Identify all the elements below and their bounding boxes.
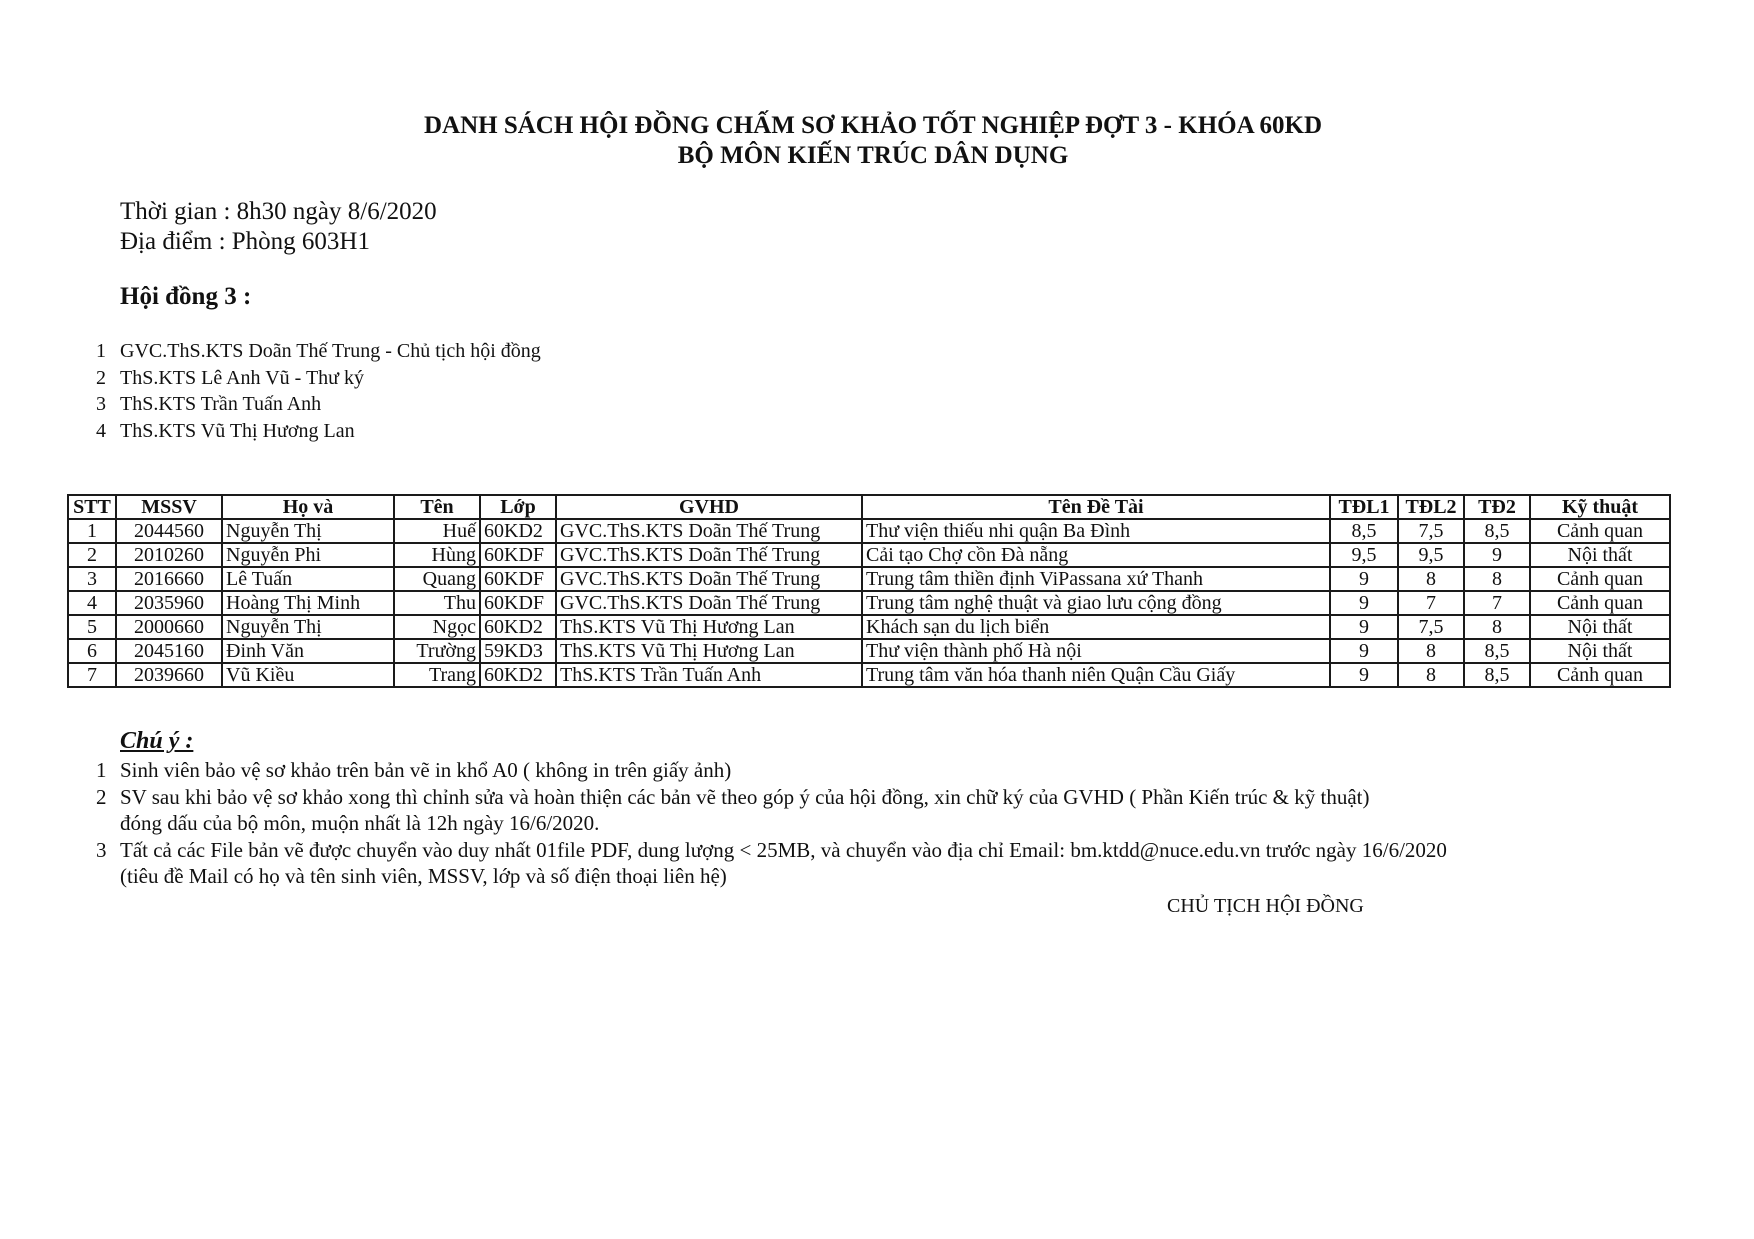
note-continuation: (tiêu đề Mail có họ và tên sinh viên, MSSV, lớp và số điện thoại liên hệ) (120, 864, 727, 888)
note-item (96, 837, 1447, 864)
col-header-surname: Họ và (222, 495, 394, 519)
cell-surname: Đinh Văn (222, 639, 394, 663)
cell-advisor: ThS.KTS Trần Tuấn Anh (556, 663, 862, 687)
cell-tdl2: 8 (1398, 567, 1464, 591)
cell-tdl1: 9,5 (1330, 543, 1398, 567)
cell-name: Huế (394, 519, 480, 543)
member-name: ThS.KTS Trần Tuấn Anh (120, 393, 322, 415)
table-row (68, 639, 1670, 663)
cell-class: 60KD2 (480, 663, 556, 687)
cell-tdl1: 9 (1330, 591, 1398, 615)
cell-tdl1: 9 (1330, 567, 1398, 591)
cell-advisor: GVC.ThS.KTS Doãn Thế Trung (556, 543, 862, 567)
cell-name: Ngọc (394, 615, 480, 639)
cell-name: Quang (394, 567, 480, 591)
cell-topic: Thư viện thành phố Hà nội (862, 639, 1330, 663)
cell-mssv: 2010260 (116, 543, 222, 567)
cell-tdl2: 8 (1398, 639, 1464, 663)
council-member (96, 418, 541, 445)
cell-stt: 6 (68, 639, 116, 663)
cell-topic: Cải tạo Chợ cồn Đà nẵng (862, 543, 1330, 567)
cell-class: 60KDF (480, 543, 556, 567)
col-header-mssv: MSSV (116, 495, 222, 519)
cell-surname: Nguyễn Phi (222, 543, 394, 567)
cell-td2: 9 (1464, 543, 1530, 567)
table-row (68, 615, 1670, 639)
cell-technical: Nội thất (1530, 615, 1670, 639)
col-header-td2: TĐ2 (1464, 495, 1530, 519)
note-continuation: đóng dấu của bộ môn, muộn nhất là 12h ngày 16/6/2020. (120, 811, 600, 835)
cell-class: 60KDF (480, 567, 556, 591)
note-number: 3 (96, 837, 107, 862)
cell-tdl2: 9,5 (1398, 543, 1464, 567)
cell-name: Thu (394, 591, 480, 615)
cell-stt: 7 (68, 663, 116, 687)
cell-surname: Hoàng Thị Minh (222, 591, 394, 615)
table-row (68, 567, 1670, 591)
member-number: 1 (96, 340, 106, 362)
cell-td2: 8 (1464, 615, 1530, 639)
cell-tdl1: 9 (1330, 663, 1398, 687)
note-number: 2 (96, 784, 107, 809)
document-subtitle (0, 141, 1754, 171)
col-header-advisor: GVHD (556, 495, 862, 519)
note-text: Sinh viên bảo vệ sơ khảo trên bản vẽ in khổ A0 ( không in trên giấy ảnh) (120, 758, 732, 782)
council-heading: Hội đồng 3 : (120, 283, 252, 310)
table-row (68, 591, 1670, 615)
cell-advisor: GVC.ThS.KTS Doãn Thế Trung (556, 591, 862, 615)
cell-class: 60KD2 (480, 615, 556, 639)
cell-advisor: ThS.KTS Vũ Thị Hương Lan (556, 615, 862, 639)
cell-mssv: 2016660 (116, 567, 222, 591)
notes-list (96, 757, 1447, 890)
cell-td2: 8 (1464, 567, 1530, 591)
cell-tdl1: 8,5 (1330, 519, 1398, 543)
table-row (68, 663, 1670, 687)
cell-class: 59KD3 (480, 639, 556, 663)
cell-mssv: 2000660 (116, 615, 222, 639)
col-header-tdl1: TĐL1 (1330, 495, 1398, 519)
col-header-stt: STT (68, 495, 116, 519)
note-text: SV sau khi bảo vệ sơ khảo xong thì chỉnh sửa và hoàn thiện các bản vẽ theo góp ý của hội đồng, xin chữ ký của GVHD ( Phần Kiến trúc & kỹ thuật) (120, 784, 1370, 809)
member-number: 4 (96, 419, 106, 442)
cell-technical: Cảnh quan (1530, 519, 1670, 543)
note-item (96, 784, 1447, 811)
cell-mssv: 2044560 (116, 519, 222, 543)
meeting-place: Địa điểm : Phòng 603H1 (120, 228, 370, 255)
cell-class: 60KD2 (480, 519, 556, 543)
meeting-time: Thời gian : 8h30 ngày 8/6/2020 (120, 198, 437, 225)
cell-technical: Cảnh quan (1530, 591, 1670, 615)
member-name: ThS.KTS Vũ Thị Hương Lan (120, 419, 355, 442)
title-line-2: BỘ MÔN KIẾN TRÚC DÂN DỤNG (677, 142, 1069, 169)
cell-mssv: 2045160 (116, 639, 222, 663)
cell-advisor: GVC.ThS.KTS Doãn Thế Trung (556, 519, 862, 543)
cell-mssv: 2035960 (116, 591, 222, 615)
cell-surname: Nguyễn Thị (222, 519, 394, 543)
cell-stt: 4 (68, 591, 116, 615)
cell-topic: Khách sạn du lịch biển (862, 615, 1330, 639)
cell-surname: Vũ Kiều (222, 663, 394, 687)
cell-surname: Lê Tuấn (222, 567, 394, 591)
cell-topic: Trung tâm thiền định ViPassana xứ Thanh (862, 567, 1330, 591)
member-number: 3 (96, 393, 106, 415)
col-header-name: Tên (394, 495, 480, 519)
col-header-technical: Kỹ thuật (1530, 495, 1670, 519)
note-item (96, 757, 1447, 784)
cell-td2: 8,5 (1464, 663, 1530, 687)
cell-technical: Cảnh quan (1530, 567, 1670, 591)
cell-technical: Nội thất (1530, 543, 1670, 567)
cell-technical: Cảnh quan (1530, 663, 1670, 687)
document-title (0, 111, 1754, 141)
council-member (96, 365, 541, 392)
cell-class: 60KDF (480, 591, 556, 615)
table-row (68, 519, 1670, 543)
note-number: 1 (96, 758, 107, 782)
student-grades-table (67, 494, 1671, 688)
cell-tdl2: 7 (1398, 591, 1464, 615)
cell-name: Trường (394, 639, 480, 663)
council-member (96, 338, 541, 365)
col-header-tdl2: TĐL2 (1398, 495, 1464, 519)
notes-heading: Chú ý : (120, 728, 194, 754)
cell-name: Trang (394, 663, 480, 687)
cell-tdl2: 7,5 (1398, 615, 1464, 639)
cell-mssv: 2039660 (116, 663, 222, 687)
note-text: Tất cả các File bản vẽ được chuyển vào duy nhất 01file PDF, dung lượng < 25MB, và chuyển vào địa chỉ Email: bm.ktdd@nuce.edu.vn trước ngày 16/6/2020 (120, 837, 1447, 862)
member-name: GVC.ThS.KTS Doãn Thế Trung - Chủ tịch hội đồng (120, 340, 541, 362)
cell-td2: 8,5 (1464, 519, 1530, 543)
cell-tdl1: 9 (1330, 639, 1398, 663)
cell-name: Hùng (394, 543, 480, 567)
cell-tdl2: 8 (1398, 663, 1464, 687)
member-number: 2 (96, 366, 106, 389)
cell-tdl1: 9 (1330, 615, 1398, 639)
cell-advisor: ThS.KTS Vũ Thị Hương Lan (556, 639, 862, 663)
cell-stt: 1 (68, 519, 116, 543)
council-member-list (96, 338, 541, 444)
table-header-row (68, 495, 1670, 519)
cell-tdl2: 7,5 (1398, 519, 1464, 543)
cell-td2: 7 (1464, 591, 1530, 615)
col-header-class: Lớp (480, 495, 556, 519)
cell-stt: 3 (68, 567, 116, 591)
cell-topic: Thư viện thiếu nhi quận Ba Đình (862, 519, 1330, 543)
table-row (68, 543, 1670, 567)
title-line-1: DANH SÁCH HỘI ĐỒNG CHẤM SƠ KHẢO TỐT NGHIỆP ĐỢT 3 - KHÓA 60KD (423, 112, 1323, 139)
cell-surname: Nguyễn Thị (222, 615, 394, 639)
cell-topic: Trung tâm nghệ thuật và giao lưu cộng đồng (862, 591, 1330, 615)
cell-topic: Trung tâm văn hóa thanh niên Quận Cầu Giấy (862, 663, 1330, 687)
cell-advisor: GVC.ThS.KTS Doãn Thế Trung (556, 567, 862, 591)
member-name: ThS.KTS Lê Anh Vũ - Thư ký (120, 366, 364, 389)
cell-stt: 2 (68, 543, 116, 567)
cell-stt: 5 (68, 615, 116, 639)
cell-technical: Nội thất (1530, 639, 1670, 663)
cell-td2: 8,5 (1464, 639, 1530, 663)
council-member (96, 391, 541, 418)
col-header-topic: Tên Đề Tài (862, 495, 1330, 519)
signature-label: CHỦ TỊCH HỘI ĐỒNG (1167, 895, 1364, 917)
